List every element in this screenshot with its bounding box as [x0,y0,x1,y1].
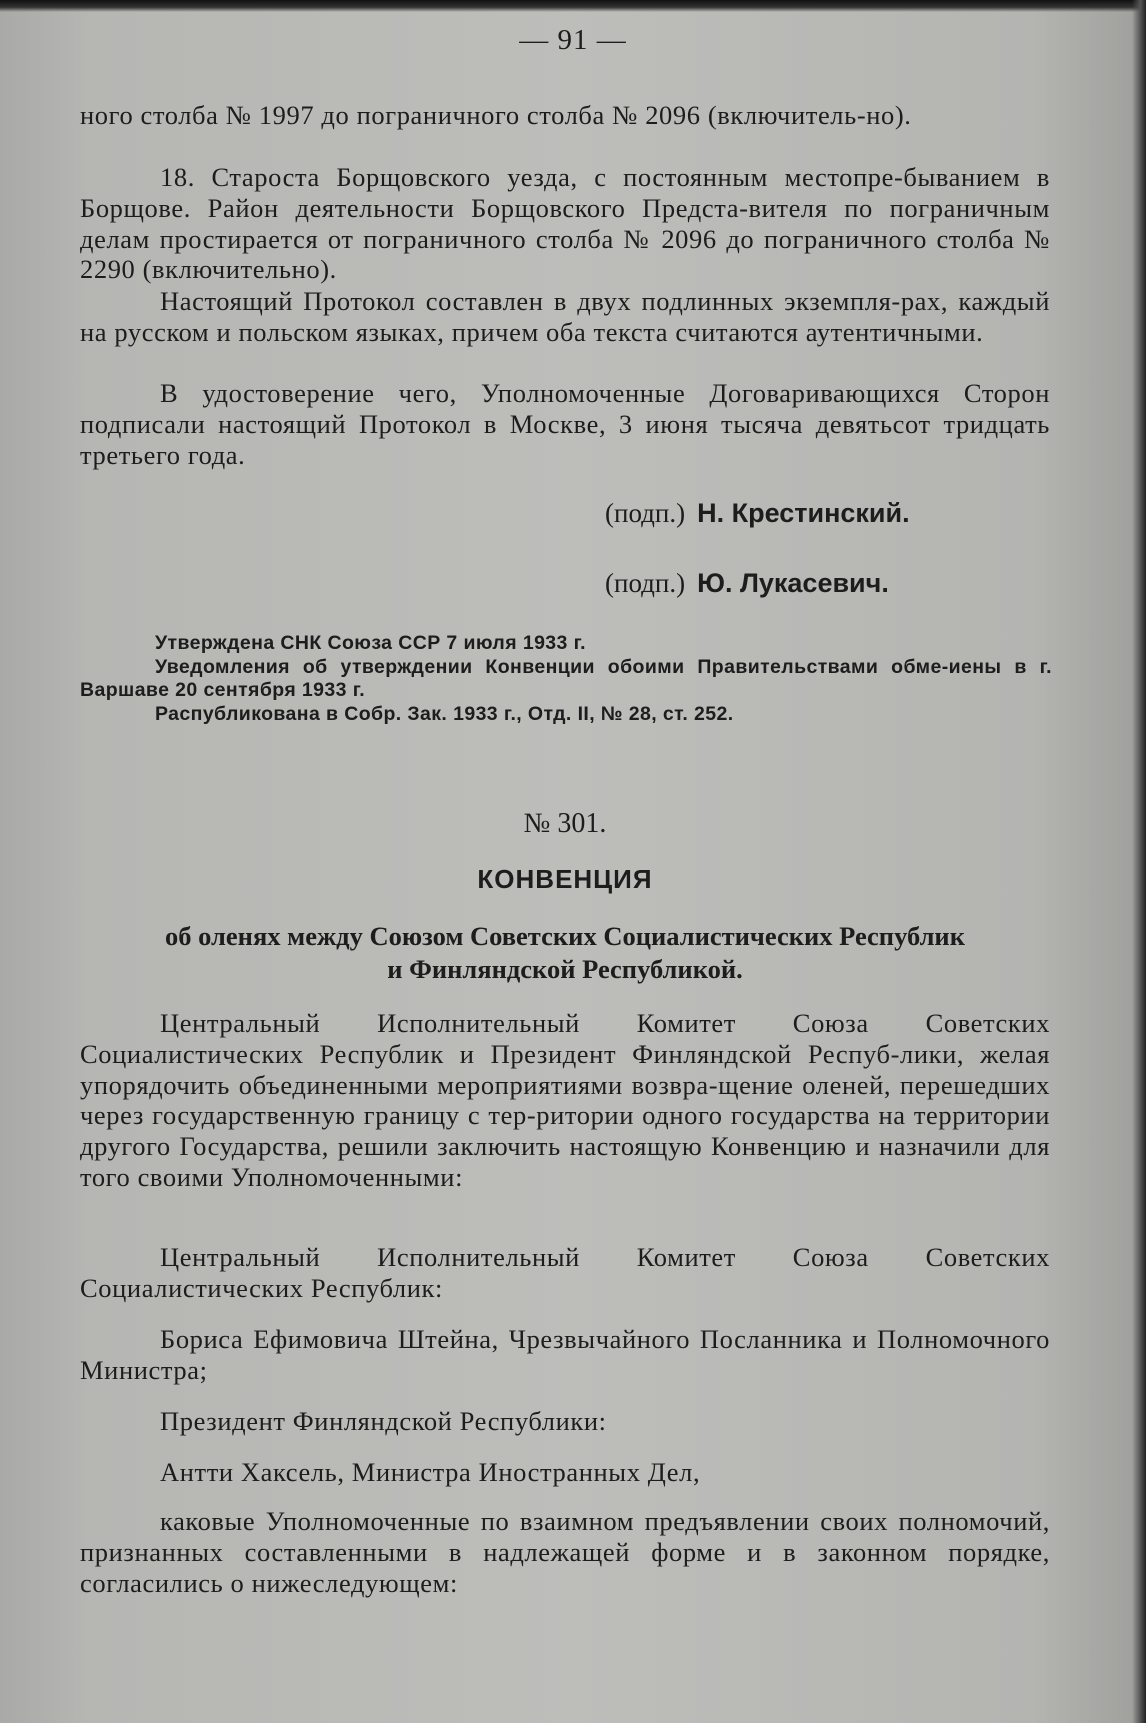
ratification-notes [80,632,1052,726]
convention-preamble: Центральный Исполнительный Комитет Союза Советских Социалистических Республик и Президент Финляндской Респуб-лики, желая упорядочить объединенными мероприятиями возвра-щение оленей, перешедших через государственную границу с тер-ритории одного государства на территории другого Государства, решили заключить настоящую Конвенцию и назначили для того своими Уполномоченными: [80,1008,1050,1192]
signature-name: Н. Крестинский. [697,498,910,528]
signature-prefix: (подп.) [605,568,686,598]
note-approved: Утверждена СНК Союза ССР 7 июля 1933 г. [155,632,587,654]
note-published: Распубликована в Собр. Зак. 1933 г., Отд. II, № 28, ст. 252. [155,702,734,725]
note-exchange: Уведомления об утверждении Конвенции обоими Правительствами обме-иены в г. Варшаве 20 сентября 1933 г. [80,655,1052,701]
signature-prefix: (подп.) [605,498,686,528]
protocol-continuation-paragraph: ного столба № 1997 до пограничного столба № 2096 (включитель-но). [80,100,912,130]
scan-right-edge [1132,0,1146,1723]
scan-top-edge [0,0,1146,12]
party1-delegate: Бориса Ефимовича Штейна, Чрезвычайного Посланника и Полномочного Министра; [80,1324,1050,1385]
party2-delegate: Антти Хаксель, Министра Иностранных Дел, [160,1457,701,1487]
convention-agreement-paragraph: каковые Уполномоченные по взаимном предъявлении своих полномочий, признанных составленными в надлежащей форме и в законном порядке, согласились о нижеследующем: [80,1506,1050,1598]
party2-heading: Президент Финляндской Республики: [160,1406,607,1436]
signature-krestinsky [605,498,910,529]
convention-subtitle-line1: об оленях между Союзом Советских Социалистических Республик [165,921,965,951]
protocol-copies-paragraph: Настоящий Протокол составлен в двух подлинных экземпля-рах, каждый на русском и польском языках, причем оба текста считаются аутентичными. [80,286,1050,347]
convention-number: № 301. [523,808,607,839]
page-number: — 91 — [519,24,627,56]
party1-heading: Центральный Исполнительный Комитет Союза Советских Социалистических Республик: [80,1242,1050,1303]
protocol-item-18: 18. Староста Борщовского уезда, с постоянным местопре-быванием в Борщове. Район деятельности Борщовского Предста-вителя по пограничным делам простирается от пограничного столба № 2096 до пограничного столба № 2290 (включительно). [80,162,1050,285]
convention-subtitle-line2: и Финляндской Республикой. [387,954,743,984]
signature-name: Ю. Лукасевич. [697,568,889,598]
protocol-witness-paragraph: В удостоверение чего, Уполномоченные Договаривающихся Сторон подписали настоящий Протокол в Москве, 3 июня тысяча девятьсот тридцать третьего года. [80,378,1050,470]
signature-lukasiewicz [605,568,889,599]
convention-title: КОНВЕНЦИЯ [477,864,653,894]
